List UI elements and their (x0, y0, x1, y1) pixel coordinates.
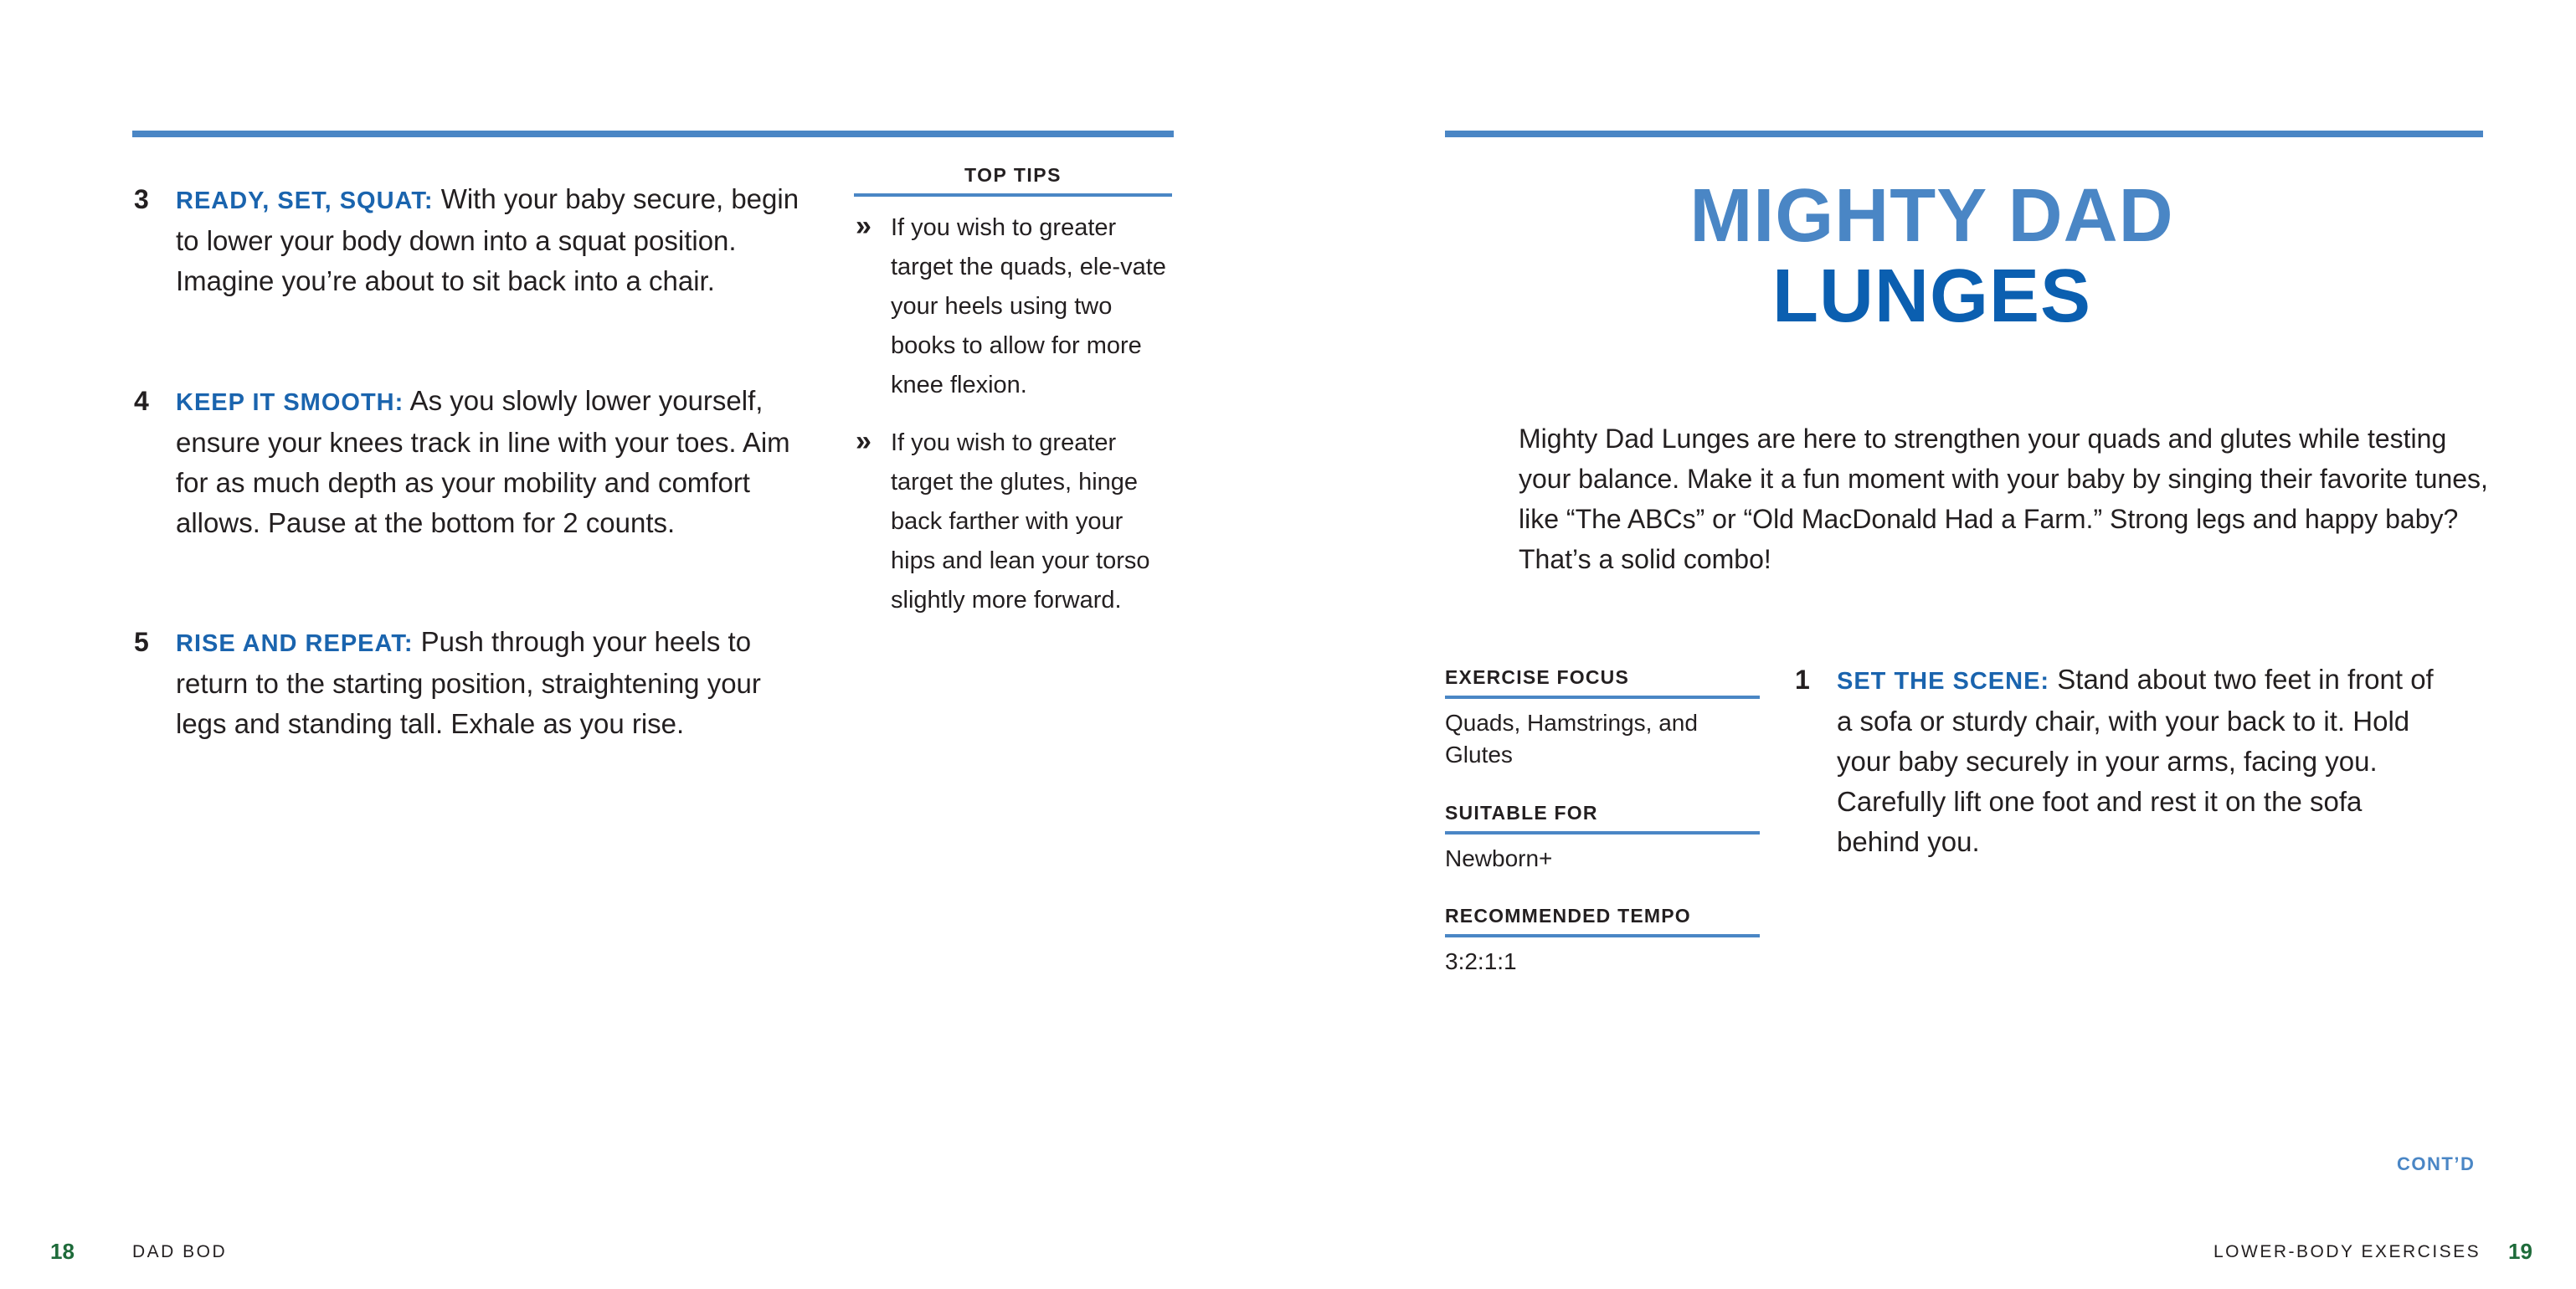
top-rule (132, 131, 1174, 137)
page-number: 19 (2508, 1239, 2532, 1264)
tip-text: If you wish to greater target the quads, ele-vate your heels using two books to allow for more knee flexion. (891, 214, 1166, 398)
top-rule (1445, 131, 2483, 137)
meta-label: SUITABLE FOR (1445, 802, 1760, 835)
step-number: 4 (134, 386, 149, 416)
meta-value: Newborn+ (1445, 845, 1553, 871)
top-tips-title: TOP TIPS (854, 164, 1172, 197)
step-text: As you slowly lower yourself, ensure your knees track in line with your toes. Aim for as much depth as your mobility and comfort allows. Pause at the bottom for 2 counts. (176, 385, 790, 538)
step-heading: READY, SET, SQUAT: (176, 187, 434, 214)
meta-label: EXERCISE FOCUS (1445, 666, 1760, 699)
step-1 (1795, 660, 2448, 862)
step-number: 1 (1795, 665, 1810, 695)
meta-suitable-for (1445, 802, 1760, 875)
step-heading: KEEP IT SMOOTH: (176, 389, 404, 416)
tip-item (854, 424, 1172, 620)
step-3 (134, 179, 804, 301)
title-line-2: LUNGES (1771, 254, 2092, 338)
right-page (1288, 0, 2576, 1289)
running-head: DAD BOD (132, 1242, 228, 1261)
step-heading: RISE AND REPEAT: (176, 630, 414, 657)
tip-item (854, 208, 1172, 405)
page-title (1413, 176, 2450, 336)
step-text: Push through your heels to return to the starting position, straightening your legs and standing tall. Exhale as you rise. (176, 626, 761, 739)
step-text: Stand about two feet in front of a sofa or sturdy chair, with your back to it. Hold your baby securely in your arms, facing you. Carefully lift one foot and rest it on the sofa behind you. (1837, 664, 2434, 857)
meta-label: RECOMMENDED TEMPO (1445, 905, 1760, 937)
chevron-bullet-icon: » (856, 425, 872, 457)
step-5 (134, 622, 804, 744)
step-heading: SET THE SCENE: (1837, 668, 2050, 695)
step-4 (134, 381, 804, 543)
top-tips-box (854, 164, 1172, 620)
step-number: 5 (134, 627, 149, 657)
step-number: 3 (134, 184, 149, 214)
meta-recommended-tempo (1445, 905, 1760, 978)
continued-label: CONT’D (2397, 1153, 2476, 1174)
meta-value: Quads, Hamstrings, and Glutes (1445, 710, 1698, 768)
step-text: With your baby secure, begin to lower your body down into a squat position. Imagine you’re about to sit back into a chair. (176, 183, 800, 296)
meta-value: 3:2:1:1 (1445, 948, 1517, 974)
running-head: LOWER-BODY EXERCISES (2214, 1242, 2481, 1261)
chevron-bullet-icon: » (856, 210, 872, 242)
meta-exercise-focus (1445, 666, 1760, 771)
intro-paragraph: Mighty Dad Lunges are here to strengthen your quads and glutes while testing your balance. Make it a fun moment with your baby by singing their favorite tunes, like “The ABCs” or “Old MacDonald Had a Farm.” Strong legs and happy baby? That’s a solid combo! (1519, 424, 2488, 574)
tip-text: If you wish to greater target the glutes, hinge back farther with your hips and lean your torso slightly more forward. (891, 429, 1150, 614)
page-number: 18 (50, 1239, 75, 1264)
title-line-1: MIGHTY DAD (1689, 174, 2174, 258)
